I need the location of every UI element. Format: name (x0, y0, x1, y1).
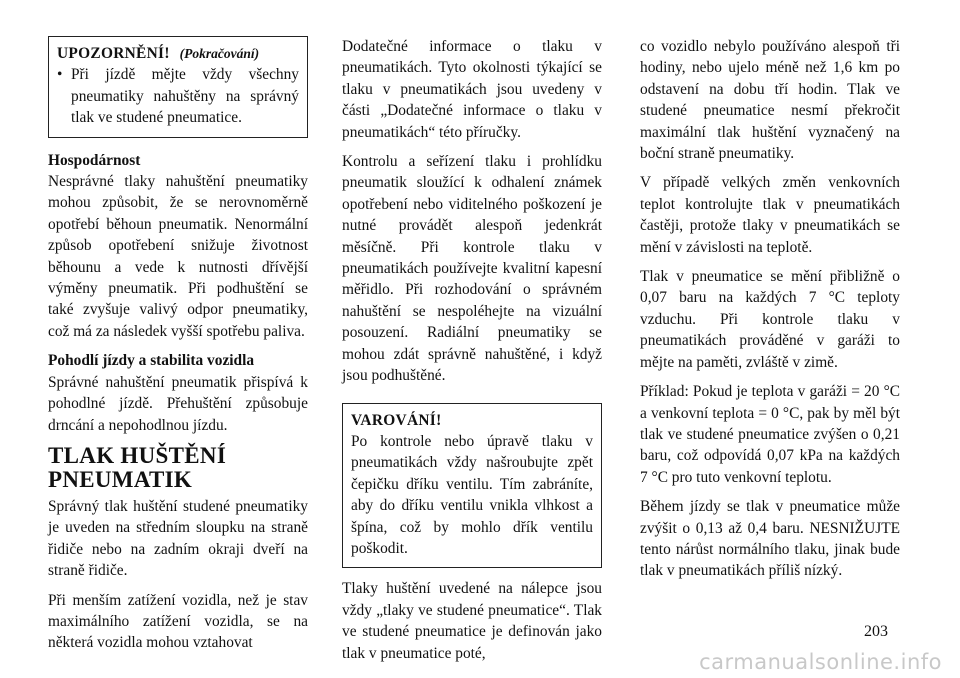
warning-text: Po kontrole nebo úpravě tlaku v pneumatikách vždy našroubujte zpět čepičku dříku ventilu. Tím zabráníte, aby do dříku ventilu vnikla vlhkost a špína, což by mohlo dřík ventilu poškodit. (351, 432, 593, 557)
cold-definition-paragraph: co vozidlo nebylo používáno alespoň tři hodiny, nebo ujelo méně než 1,6 km po odstavení na dobu tří hodin. Tlak ve studené pneumatice nesmí překročit maximální tlak huštění vyznačený na boční straně pneumatiky. (640, 38, 900, 163)
page-number: 203 (864, 623, 888, 640)
notice-continued-label: (Pokračování) (179, 46, 260, 61)
cold-pressure-paragraph: Tlaky huštění uvedené na nálepce jsou vždy „tlaky ve studené pneumatice“. Tlak ve studené pneumatice je definován jako tlak v pneumatice poté, (342, 580, 602, 662)
column-middle (342, 36, 602, 672)
pressure-paragraph-2: Při menším zatížení vozidla, než je stav maximálního zatížení vozidla, se na některá vozidla mohou vztahovat (48, 591, 308, 652)
notice-list (57, 64, 299, 128)
watermark: carmanualsonline.info (699, 650, 942, 674)
notice-header (57, 43, 299, 64)
temperature-change-paragraph: V případě velkých změn venkovních teplot kontrolujte tlak v pneumatikách častěji, protože tlaky v pneumatikách se mění v závislosti na teplotě. (640, 174, 900, 256)
example-paragraph: Příklad: Pokud je teplota v garáži = 20 °C a venkovní teplota = 0 °C, pak by měl být tlak ve studené pneumatice zvýšen o 0,21 baru, což odpovídá 0,07 kPa na každých 7 °C pro tuto venkovní teplotu. (640, 383, 900, 486)
notice-box (48, 36, 308, 138)
comfort-heading: Pohodlí jízdy a stabilita vozidla (48, 352, 255, 370)
warning-title: VAROVÁNÍ! (351, 411, 442, 429)
notice-title: UPOZORNĚNÍ! (57, 45, 170, 62)
section-title: TLAK HUŠTĚNÍ PNEUMATIK (48, 442, 227, 492)
economy-paragraph: Nesprávné tlaky nahuštění pneumatiky mohou způsobit, že se nerovnoměrně opotřebí běhoun pneumatik. Nenormální způsob opotřebení snižuje životnost běhounu a vede k nutnosti dřívější výměny pneumatik. Při podhuštění se také zvyšuje valivý odpor pneumatiky, což má za následek vyšší spotřebu paliva. (48, 173, 308, 340)
inspection-paragraph: Kontrolu a seřízení tlaku i prohlídku pneumatik sloužící k odhalení známek opotřebení nebo viditelného poškození je nutné provádět alespoň jedenkrát měsíčně. Při kontrole tlaku v pneumatikách používejte kvalitní kapesní měřidlo. Při rozhodování o správném nahuštění se nespoléhejte na vizuální posouzení. Radiální pneumatiky se mohou zdát správně nahuštěné, i když jsou podhuštěné. (342, 153, 602, 385)
driving-increase-paragraph: Během jízdy se tlak v pneumatice může zvýšit o 0,13 až 0,4 baru. NESNIŽUJTE tento nárůst normálního tlaku, jinak bude tlak v pneumatikách příliš nízký. (640, 498, 900, 580)
column-left (48, 36, 308, 662)
pressure-paragraph-1: Správný tlak huštění studené pneumatiky je uveden na středním sloupku na straně řidiče nebo na zadním okraji dveří na straně řidiče. (48, 497, 308, 580)
warning-box (342, 403, 602, 569)
pressure-variation-paragraph: Tlak v pneumatice se mění přibližně o 0,07 baru na každých 7 °C teploty vzduchu. Při kontrole tlaku v pneumatikách prováděné v garáži to mějte na paměti, zvláště v zimě. (640, 268, 900, 371)
economy-heading: Hospodárnost (48, 151, 141, 169)
notice-list-item: • Při jízdě mějte vždy všechny pneumatiky nahuštěny na správný tlak ve studené pneumatice. (57, 64, 299, 128)
additional-info-paragraph: Dodatečné informace o tlaku v pneumatikách. Tyto okolnosti týkající se tlaku v pneumatikách jsou uvedeny v části „Dodatečné informace o tlaku v pneumatikách“ této příručky. (342, 38, 602, 141)
column-right (640, 36, 900, 590)
comfort-paragraph: Správné nahuštění pneumatik přispívá k pohodlné jízdě. Přehuštění způsobuje drncání a nepohodlnou jízdu. (48, 373, 308, 434)
